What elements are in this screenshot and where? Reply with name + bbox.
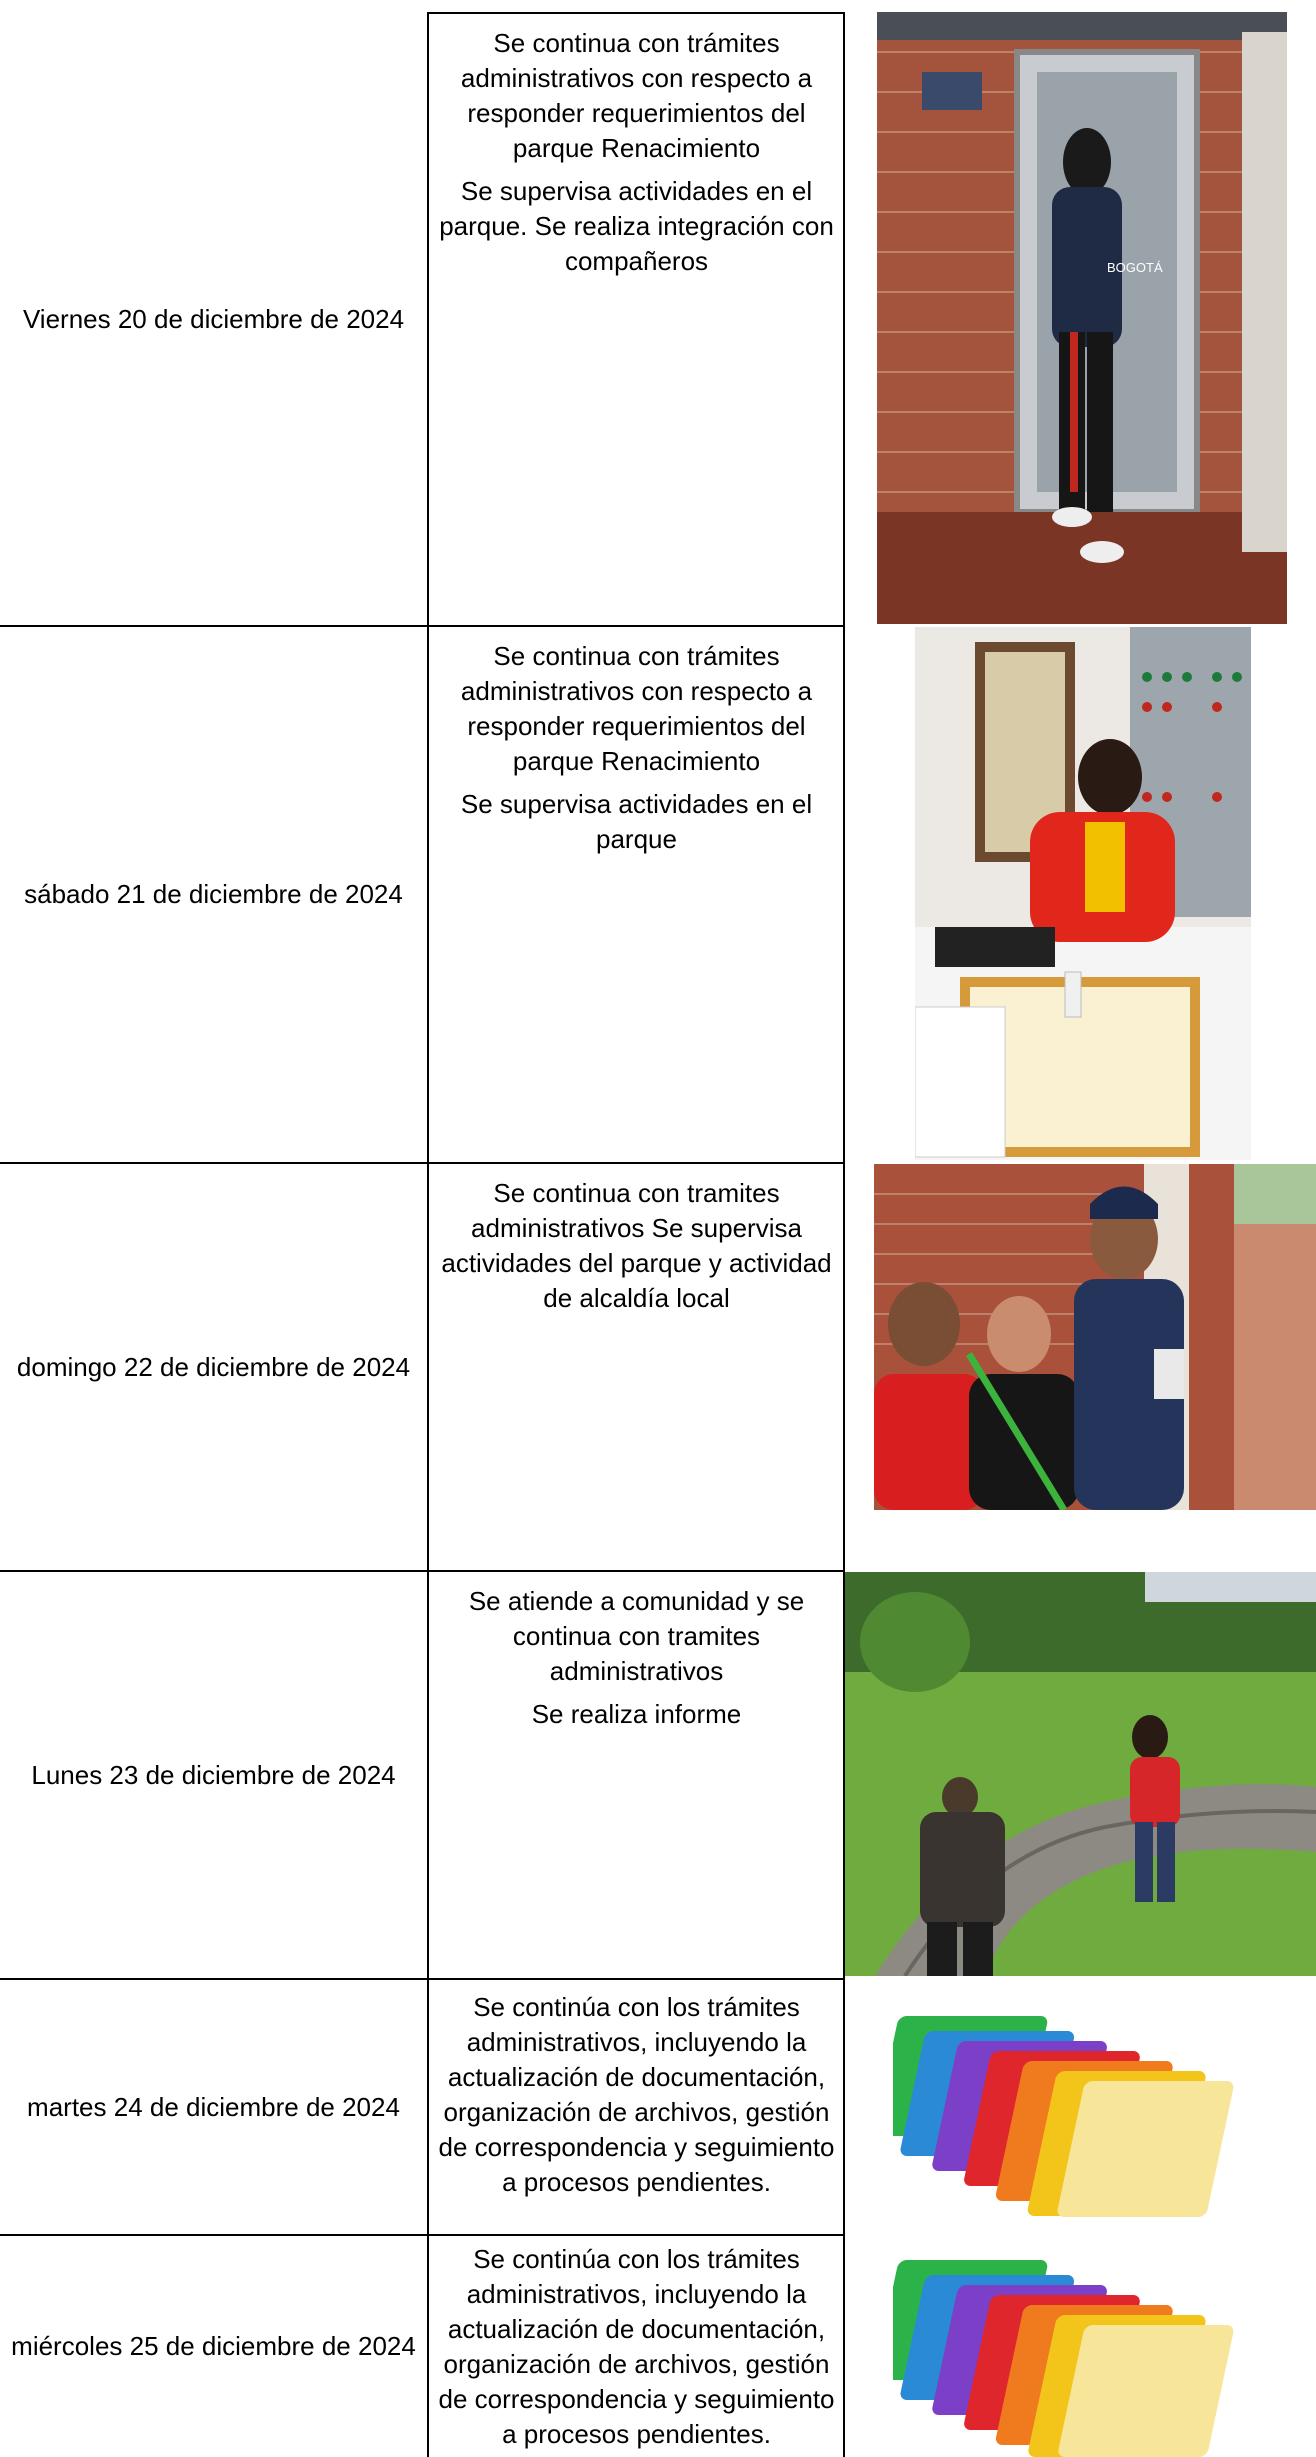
table-row-description: Se continua con tramites administrativos Se supervisa actividades del parque y actividad de alcaldía local [441, 1178, 832, 1313]
table-row-date: sábado 21 de diciembre de 2024 [24, 879, 403, 909]
activity-photo-office [915, 627, 1251, 1160]
folders-image [893, 1996, 1274, 2217]
table-row-description: Se atiende a comunidad y se continua con tramites administrativos Se realiza informe [468, 1586, 805, 1729]
table-row-description: Se continua con trámites administrativos con respecto a responder requerimientos del parque Renacimiento Se supervisa actividades en el parque. Se realiza integración con compañeros [439, 28, 834, 276]
shirt-logo-text: BOGOTÁ [1107, 260, 1163, 275]
table-row-date: martes 24 de diciembre de 2024 [27, 2091, 400, 2122]
table-row-date: Viernes 20 de diciembre de 2024 [22, 304, 405, 334]
table-row-date: domingo 22 de diciembre de 2024 [16, 1351, 411, 1382]
folders-image [893, 2240, 1274, 2457]
table-row-date: Lunes 23 de diciembre de 2024 [31, 1759, 396, 1790]
activity-photo-park [845, 1572, 1316, 1976]
activity-photo-door [877, 12, 1287, 624]
activity-photo-team [874, 1164, 1316, 1510]
table-row-description: Se continua con trámites administrativos con respecto a responder requerimientos del parque Renacimiento Se supervisa actividades en el parque [460, 641, 813, 854]
table-row-description: Se continúa con los trámites administrativos, incluyendo la actualización de documentación, organización de archivos, gestión de correspondencia y seguimiento a procesos pendientes. [438, 2244, 835, 2449]
table-row-date: miércoles 25 de diciembre de 2024 [11, 2331, 416, 2361]
table-row-description: Se continúa con los trámites administrativos, incluyendo la actualización de documentación, organización de archivos, gestión de correspondencia y seguimiento a procesos pendientes. [438, 1992, 835, 2197]
